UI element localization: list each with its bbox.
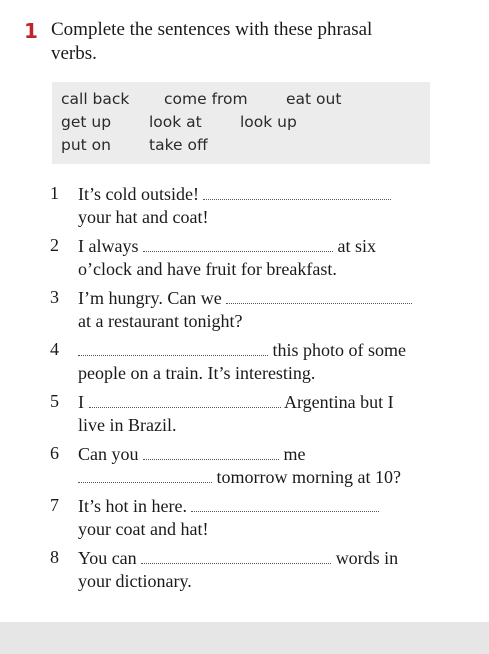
item-2-text-b: at six <box>337 236 376 256</box>
item-5-text-a: I <box>78 392 84 412</box>
item-3-blank[interactable] <box>226 289 412 304</box>
item-6-blank-1[interactable] <box>143 445 279 460</box>
item-1-line-2: your hat and coat! <box>78 207 209 227</box>
item-4-line-1 <box>78 339 406 361</box>
item-1-text-a: It’s cold outside! <box>78 184 199 204</box>
item-1-blank[interactable] <box>203 185 391 200</box>
item-7-line-2: your coat and hat! <box>78 519 209 539</box>
phrase-call-back: call back <box>61 90 130 108</box>
phrase-look-at: look at <box>149 113 202 131</box>
phrase-come-from: come from <box>164 90 248 108</box>
item-8-line-2: your dictionary. <box>78 571 192 591</box>
item-3-text-a: I’m hungry. Can we <box>78 288 222 308</box>
item-7-blank[interactable] <box>191 497 379 512</box>
phrase-look-up: look up <box>240 113 297 131</box>
item-3-line-2: at a restaurant tonight? <box>78 311 243 331</box>
phrase-take-off: take off <box>149 136 208 154</box>
item-6-line-1 <box>78 443 306 465</box>
item-5-line-2: live in Brazil. <box>78 415 177 435</box>
exercise-instruction <box>51 18 451 66</box>
instruction-line-2: verbs. <box>51 43 97 64</box>
phrase-eat-out: eat out <box>286 90 342 108</box>
item-5-text-b: Argentina but I <box>284 392 394 412</box>
phrase-get-up: get up <box>61 113 112 131</box>
item-8-text-a: You can <box>78 548 137 568</box>
item-3-line-1 <box>78 287 412 309</box>
bottom-page-strip <box>0 622 489 654</box>
item-8-text-b: words in <box>335 548 399 568</box>
item-1-line-1 <box>78 183 391 205</box>
item-2-blank[interactable] <box>143 237 333 252</box>
item-number-3: 3 <box>50 287 59 307</box>
phrase-put-on: put on <box>61 136 111 154</box>
item-8-line-1 <box>78 547 398 569</box>
item-number-7: 7 <box>50 495 59 515</box>
item-4-blank[interactable] <box>78 341 268 356</box>
item-6-text-c: tomorrow morning at 10? <box>216 467 401 487</box>
instruction-line-1: Complete the sentences with these phrasal <box>51 19 373 40</box>
phrasal-verbs-box <box>52 82 430 164</box>
item-5-blank[interactable] <box>89 393 281 408</box>
item-4-line-2: people on a train. It’s interesting. <box>78 363 316 383</box>
item-2-text-a: I always <box>78 236 139 256</box>
item-6-text-a: Can you <box>78 444 139 464</box>
item-8-blank[interactable] <box>141 549 331 564</box>
item-number-1: 1 <box>50 183 59 203</box>
item-6-text-b: me <box>283 444 306 464</box>
item-4-text-b: this photo of some <box>272 340 406 360</box>
item-2-line-1 <box>78 235 376 257</box>
item-number-8: 8 <box>50 547 59 567</box>
item-number-5: 5 <box>50 391 59 411</box>
item-number-4: 4 <box>50 339 59 359</box>
exercise-number: 1 <box>24 19 38 43</box>
item-6-blank-2[interactable] <box>78 468 212 483</box>
item-2-line-2: o’clock and have fruit for breakfast. <box>78 259 337 279</box>
item-7-line-1 <box>78 495 379 517</box>
item-6-line-2 <box>78 466 401 488</box>
item-number-6: 6 <box>50 443 59 463</box>
item-5-line-1 <box>78 391 394 413</box>
item-7-text-a: It’s hot in here. <box>78 496 187 516</box>
item-number-2: 2 <box>50 235 59 255</box>
